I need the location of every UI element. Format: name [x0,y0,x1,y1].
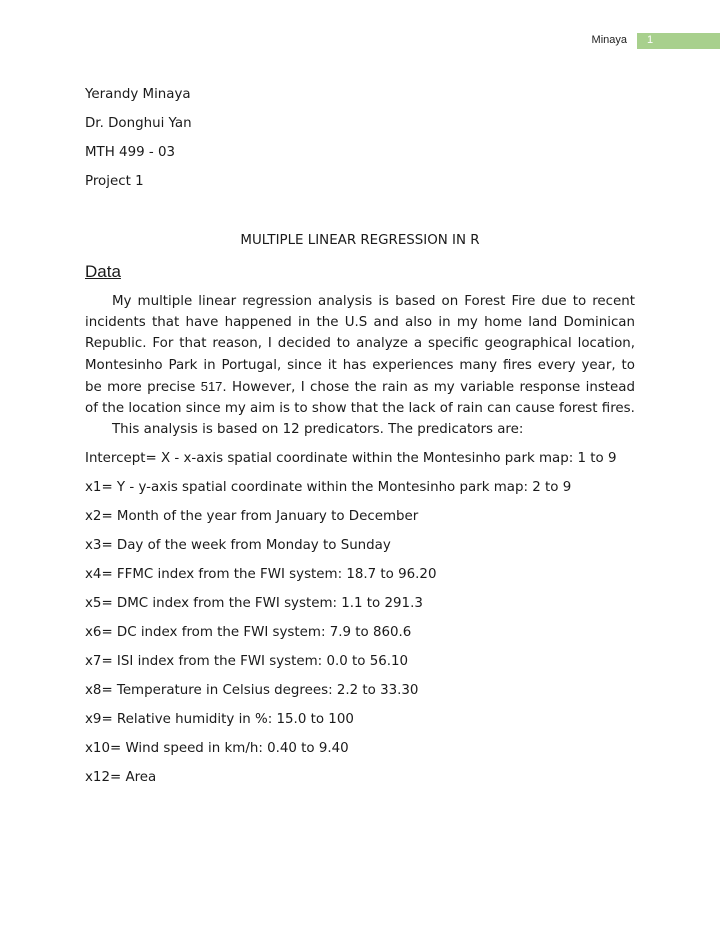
predictor-line: Intercept= X - x-axis spatial coordinate within the Montesinho park map: 1 to 9 [85,451,617,466]
predictor-line: x7= ISI index from the FWI system: 0.0 to 56.10 [85,654,409,669]
predictor-line: x8= Temperature in Celsius degrees: 2.2 to 33.30 [85,683,419,698]
assignment-name: Project 1 [85,174,144,189]
document-title: MULTIPLE LINEAR REGRESSION IN R [240,233,480,248]
intro-paragraph [85,291,635,419]
predictor-line: x4= FFMC index from the FWI system: 18.7 to 96.20 [85,567,437,582]
predictors-intro: This analysis is based on 12 predicators. The predicators are: [112,422,524,437]
predictor-line: x3= Day of the week from Monday to Sunday [85,538,391,553]
predictor-line: x10= Wind speed in km/h: 0.40 to 9.40 [85,741,349,756]
predictor-line: x5= DMC index from the FWI system: 1.1 to 291.3 [85,596,423,611]
predictor-line: x9= Relative humidity in %: 15.0 to 100 [85,712,354,727]
predictor-line: x1= Y - y-axis spatial coordinate within the Montesinho park map: 2 to 9 [85,480,572,495]
header-author: Minaya [591,34,627,46]
predictor-line: x6= DC index from the FWI system: 7.9 to 860.6 [85,625,412,640]
section-heading-data: Data [85,262,121,281]
instructor-name: Dr. Donghui Yan [85,116,192,131]
intro-text-a: My multiple linear regression analysis is based on Forest Fire due to recent incidents that have happened in the U.S and also in my home land Dominican Republic. For that reason, I decided to analyze a specific geographical location, Montesinho Park in Portugal, since it has experiences many fires every year, to be more precise [85,294,635,395]
predictor-line: x12= Area [85,770,157,785]
page-number: 1 [647,34,654,46]
page-header [0,33,720,51]
predictor-line: x2= Month of the year from January to December [85,509,419,524]
course-code: MTH 499 - 03 [85,145,176,160]
intro-text-b: . However, I chose the rain as my variable response instead of the location since my aim is to show that the lack of rain can cause forest fires. [85,379,635,417]
page-number-box [637,33,720,49]
fire-count: 517 [200,378,223,394]
student-name: Yerandy Minaya [85,87,191,102]
